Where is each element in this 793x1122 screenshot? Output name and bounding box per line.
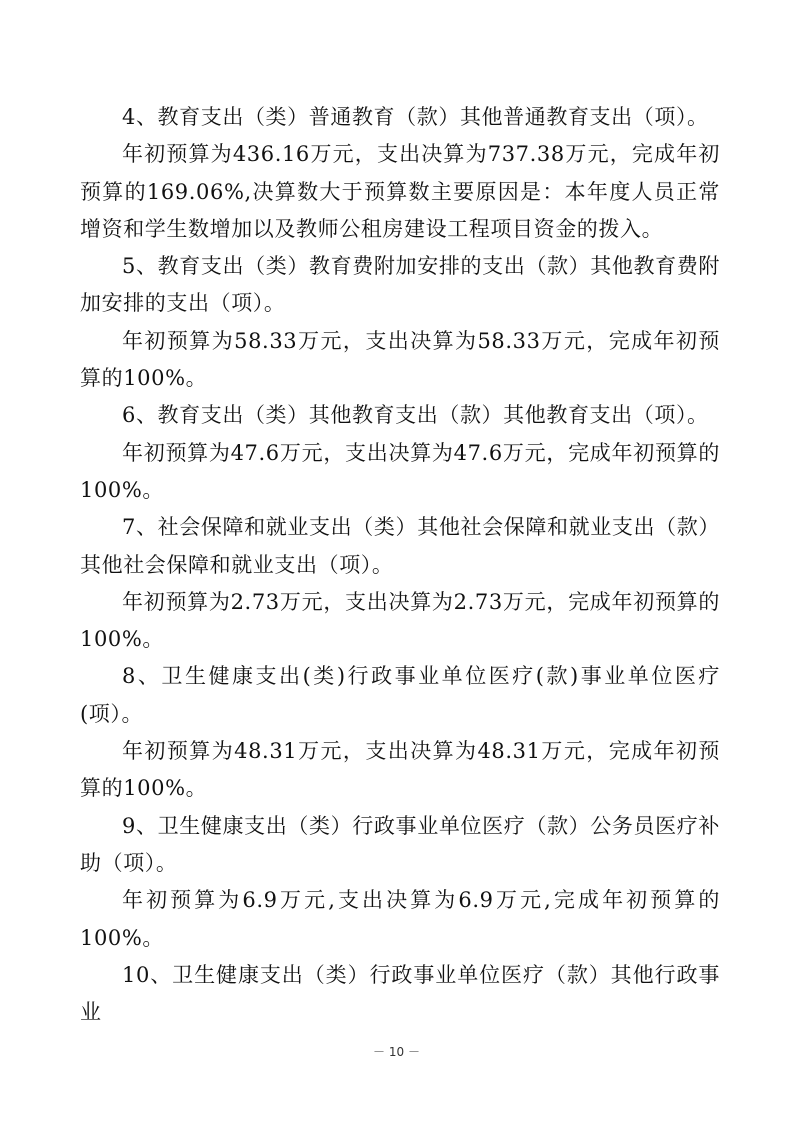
item-10-heading: 10、卫生健康支出（类）行政事业单位医疗（款）其他行政事业 [80, 962, 720, 1025]
item-7-heading: 7、社会保障和就业支出（类）其他社会保障和就业支出（款）其他社会保障和就业支出（项）。 [80, 515, 720, 577]
item-5-heading: 5、教育支出（类）教育费附加安排的支出（款）其他教育费附加安排的支出（项）。 [80, 254, 720, 316]
item-6-detail: 年初预算为47.6万元，支出决算为47.6万元，完成年初预算的100%。 [80, 440, 720, 502]
item-9-heading: 9、卫生健康支出（类）行政事业单位医疗（款）公务员医疗补助（项）。 [80, 813, 720, 875]
item-6-heading: 6、教育支出（类）其他教育支出（款）其他教育支出（项）。 [122, 403, 709, 428]
page-number: － 10 － [373, 1045, 420, 1059]
document-body [80, 99, 720, 1031]
item-7-detail: 年初预算为2.73万元，支出决算为2.73万元，完成年初预算的100%。 [80, 589, 720, 652]
item-8-heading: 8、卫生健康支出(类)行政事业单位医疗(款)事业单位医疗(项）。 [80, 664, 720, 726]
item-8-detail: 年初预算为48.31万元，支出决算为48.31万元，完成年初预算的100%。 [80, 739, 720, 801]
item-9-detail: 年初预算为6.9万元,支出决算为6.9万元,完成年初预算的100%。 [80, 888, 720, 950]
item-4-detail: 年初预算为436.16万元，支出决算为737.38万元，完成年初预算的169.06%,决算数大于预算数主要原因是：本年度人员正常增资和学生数增加以及教师公租房建设工程项目资金的拨入。 [80, 142, 720, 241]
item-5-detail: 年初预算为58.33万元，支出决算为58.33万元，完成年初预算的100%。 [80, 328, 720, 391]
item-4-heading: 4、教育支出（类）普通教育（款）其他普通教育支出（项）。 [122, 105, 709, 129]
